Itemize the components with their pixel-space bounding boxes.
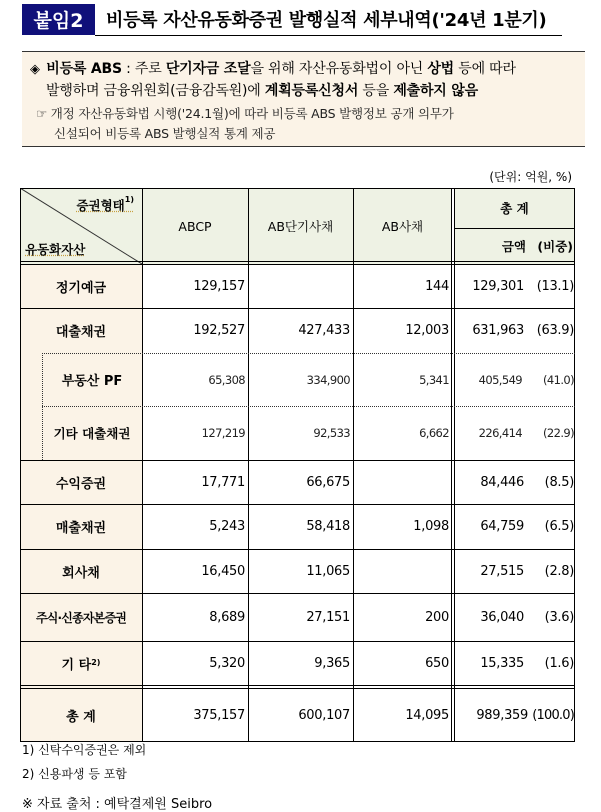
grid-line (20, 685, 575, 686)
header-abcp: ABCP (142, 188, 248, 264)
grid-line (20, 593, 575, 594)
cell-share: (6.5) (544, 519, 574, 534)
header-ab-bond: AB사채 (353, 188, 452, 264)
cell-abs: 144 (425, 278, 449, 294)
cell-share-total: (100.0) (532, 707, 574, 723)
footnote-2: 2) 신용파생 등 포함 (22, 767, 127, 781)
cell-abs: 12,003 (405, 323, 449, 338)
grid-line (451, 188, 452, 742)
note-subline-1 (36, 104, 454, 122)
cell-abs: 5,341 (419, 372, 449, 387)
cell-share: (63.9) (536, 323, 574, 338)
grid-line-dotted (42, 353, 575, 354)
grid-line (20, 688, 575, 689)
grid-line (20, 261, 575, 262)
note-emphasis: 단기자금 조달 (165, 61, 251, 77)
title-underline (95, 35, 562, 36)
cell-abst: 9,365 (314, 655, 350, 671)
cell-abcp: 16,450 (201, 563, 245, 579)
cell-abcp: 127,219 (201, 426, 245, 440)
cell-abcp-total: 375,157 (193, 707, 245, 723)
grid-line (20, 549, 575, 550)
cell-amount-total: 989,359 (476, 707, 528, 723)
row-label-stocks-hybrid-capital: 주식·신종자본증권 (20, 593, 142, 641)
note-text: 등에 따라 (454, 61, 516, 77)
header-underlying-asset: 유동화자산 (25, 242, 86, 257)
cell-amount: 15,335 (480, 655, 524, 671)
cell-abst: 58,418 (306, 519, 350, 534)
cell-abcp: 129,157 (193, 278, 245, 294)
cell-abst: 11,065 (306, 563, 350, 579)
diamond-bullet-icon: ◈ (30, 62, 40, 77)
cell-abst: 27,151 (306, 609, 350, 625)
cell-abcp: 65,308 (208, 372, 245, 387)
grid-line (20, 188, 21, 742)
pointing-hand-icon: ☞ (36, 106, 48, 121)
cell-abs-total: 14,095 (405, 707, 449, 723)
grid-line (20, 504, 575, 505)
row-label-real-estate-pf: 부동산 PF (42, 353, 142, 406)
cell-abcp: 5,243 (209, 519, 245, 534)
cell-abst-total: 600,107 (298, 707, 350, 723)
grid-line-dotted (42, 406, 575, 407)
corner-header-cell (20, 188, 142, 264)
grid-line (454, 188, 455, 742)
grid-line (20, 460, 575, 461)
note-text: 등을 (358, 83, 394, 99)
cell-amount: 84,446 (480, 474, 524, 490)
cell-amount: 27,515 (480, 563, 524, 579)
row-label-trade-receivables: 매출채권 (20, 504, 142, 549)
cell-abs: 650 (425, 655, 449, 671)
issuance-table (20, 188, 575, 742)
cell-abs: 1,098 (413, 519, 449, 534)
header-amount: 금액 (454, 228, 530, 264)
cell-abcp: 17,771 (201, 474, 245, 490)
cell-share: (41.0) (543, 372, 574, 387)
unit-label: (단위: 억원, %) (489, 170, 572, 184)
cell-share: (2.8) (544, 563, 574, 579)
row-label-grand-total: 총 계 (20, 688, 142, 742)
cell-abcp: 8,689 (209, 609, 245, 625)
cell-abs: 200 (425, 609, 449, 625)
data-source: ※ 자료 출처 : 예탁결제원 Seibro (22, 797, 213, 812)
definition-note-box (22, 51, 585, 147)
cell-amount: 405,549 (478, 372, 522, 387)
cell-amount: 129,301 (472, 278, 524, 294)
note-text: : 주로 (121, 61, 166, 77)
grid-line (20, 264, 575, 265)
grid-line (248, 188, 249, 742)
note-text: 발행하며 금융위원회(금융감독원)에 (46, 83, 265, 99)
cell-share: (13.1) (536, 278, 574, 294)
grid-line (574, 188, 575, 742)
footnote-1: 1) 신탁수익증권은 제외 (22, 743, 147, 757)
header-security-type: 증권형태$^{1)}$ (76, 195, 134, 213)
grid-line (142, 188, 143, 742)
page-title: 비등록 자산유동화증권 발행실적 세부내역('24년 1분기) (106, 10, 547, 31)
note-subline-2: 신설되어 비등록 ABS 발행실적 통계 제공 (54, 126, 276, 141)
grid-line (20, 188, 575, 189)
note-emphasis: 상법 (427, 61, 454, 77)
cell-amount: 226,414 (478, 426, 522, 440)
cell-abcp: 192,527 (193, 323, 245, 338)
cell-abst (248, 264, 353, 308)
grid-line (20, 308, 575, 309)
term-non-registered-abs: 비등록 ABS (46, 61, 122, 77)
grid-line-dotted (42, 353, 43, 460)
cell-share: (22.9) (543, 426, 574, 440)
cell-abst: 334,900 (306, 372, 350, 387)
cell-amount: 631,963 (472, 323, 524, 338)
row-label-corporate-bonds: 회사채 (20, 549, 142, 593)
grid-line (353, 188, 354, 742)
cell-abst: 92,533 (313, 426, 350, 440)
grid-line (20, 641, 575, 642)
attachment-badge: 붙임2 (22, 4, 95, 35)
cell-abst: 66,675 (306, 474, 350, 490)
grid-line (454, 228, 575, 229)
cell-abst: 427,433 (298, 323, 350, 338)
cell-share: (1.6) (544, 655, 574, 671)
cell-amount: 36,040 (480, 609, 524, 625)
cell-amount: 64,759 (480, 519, 524, 534)
cell-abs (353, 549, 452, 593)
note-emphasis: 제출하지 않음 (393, 83, 478, 99)
row-label-others: 기 타 2) (20, 641, 142, 685)
row-label-loan-receivables: 대출채권 (20, 308, 142, 353)
note-emphasis: 계획등록신청서 (264, 83, 359, 99)
cell-abs: 6,662 (419, 426, 449, 440)
note-subtext: 개정 자산유동화법 시행('24.1월)에 따라 비등록 ABS 발행정보 공개 의무가 (50, 106, 454, 121)
note-text: 을 위해 자산유동화법이 아닌 (250, 61, 428, 77)
header-ab-short-term-bond: AB단기사채 (248, 188, 353, 264)
note-line-2 (46, 80, 478, 100)
cell-share: (8.5) (544, 474, 574, 490)
header-total: 총 계 (454, 188, 575, 228)
cell-abcp: 5,320 (209, 655, 245, 671)
row-label-beneficiary-certificates: 수익증권 (20, 460, 142, 504)
header-share: (비중) (530, 228, 575, 264)
note-line-1 (30, 58, 516, 78)
cell-share: (3.6) (544, 609, 574, 625)
row-label-time-deposit: 정기예금 (20, 264, 142, 308)
cell-abs (353, 460, 452, 504)
row-label-other-loans: 기타 대출채권 (42, 406, 142, 460)
